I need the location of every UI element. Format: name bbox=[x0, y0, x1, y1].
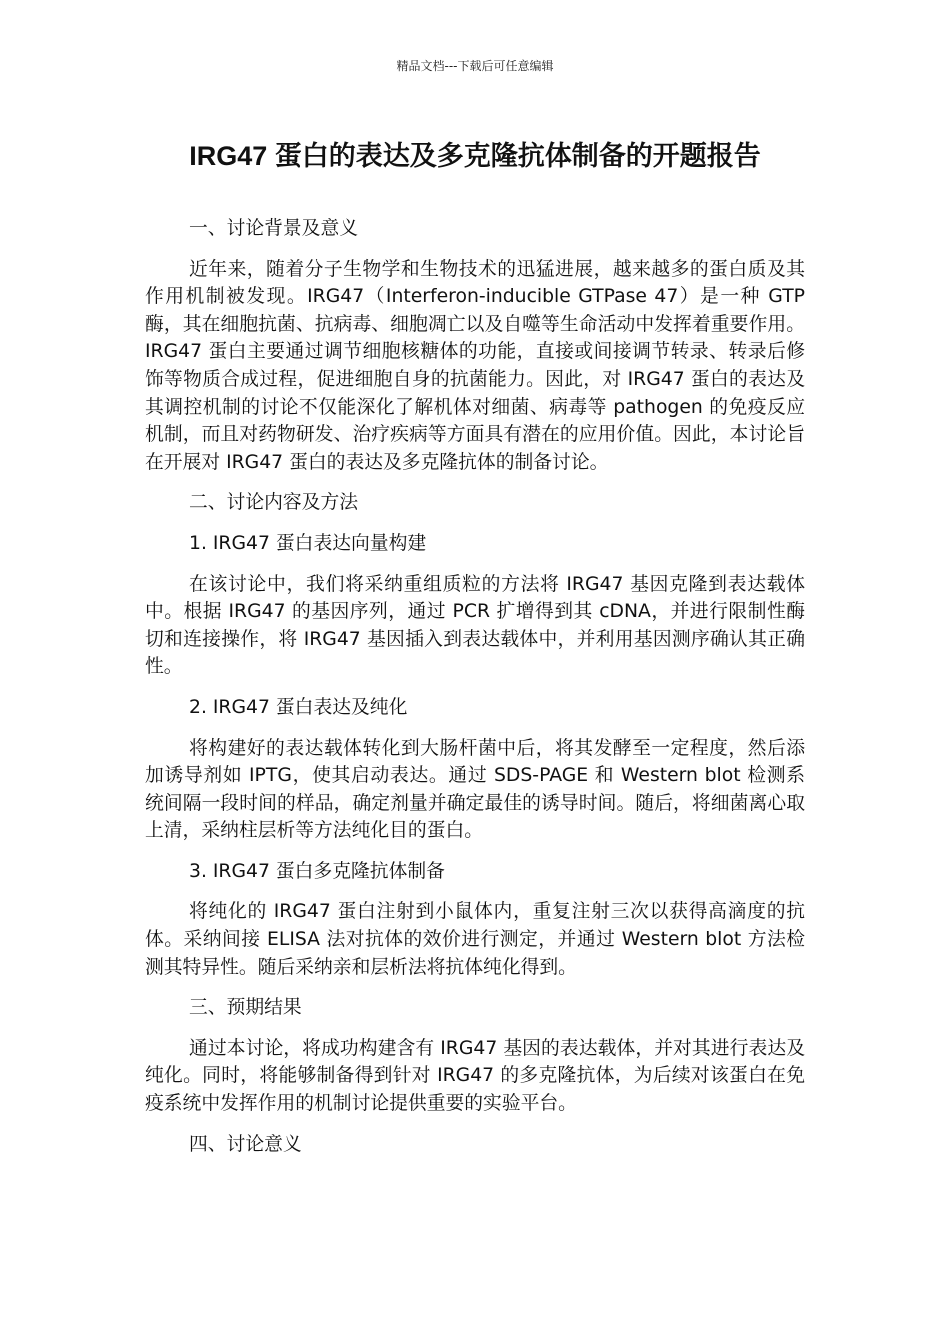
paragraph-step3: 将纯化的 IRG47 蛋白注射到小鼠体内，重复注射三次以获得高滴度的抗体。采纳间接 ELISA 法对抗体的效价进行测定，并通过 Western blot 方法检测其特异性。随后采纳亲和层析法将抗体纯化得到。 bbox=[145, 901, 805, 978]
paragraph-results: 通过本讨论，将成功构建含有 IRG47 基因的表达载体，并对其进行表达及纯化。同时，将能够制备得到针对 IRG47 的多克隆抗体，为后续对该蛋白在免疫系统中发挥作用的机制讨论提供重要的实验平台。 bbox=[145, 1037, 805, 1115]
document-body bbox=[145, 215, 805, 1171]
subheading-step2: 2. IRG47 蛋白表达及纯化 bbox=[189, 696, 408, 718]
header-note: 精品文档---下载后可任意编辑 bbox=[396, 59, 554, 73]
paragraph-step2: 将构建好的表达载体转化到大肠杆菌中后，将其发酵至一定程度，然后添加诱导剂如 IPTG，使其启动表达。通过 SDS-PAGE 和 Western blot 检测系统间隔一段时间的样品，确定剂量并确定最佳的诱导时间。随后，将细菌离心取上清，采纳柱层析等方法纯化目的蛋白。 bbox=[145, 737, 805, 842]
paragraph-background: 近年来，随着分子生物学和生物技术的迅猛进展，越来越多的蛋白质及其作用机制被发现。IRG47（Interferon-inducible GTPase 47）是一种 GTP 酶，其在细胞抗菌、抗病毒、细胞凋亡以及自噬等生命活动中发挥着重要作用。IRG47 蛋白主要通过调节细胞核糖体的功能，直接或间接调节转录、转录后修饰等物质合成过程，促进细胞自身的抗菌能力。因此，对 IRG47 蛋白的表达及其调控机制的讨论不仅能深化了解机体对细菌、病毒等 pathogen 的免疫反应机制，而且对药物研发、治疗疾病等方面具有潜在的应用价值。因此，本讨论旨在开展对 IRG47 蛋白的表达及多克隆抗体的制备讨论。 bbox=[145, 258, 805, 473]
section-heading-background: 一、讨论背景及意义 bbox=[189, 218, 359, 239]
subheading-step1: 1. IRG47 蛋白表达向量构建 bbox=[189, 532, 427, 554]
paragraph-step1: 在该讨论中，我们将采纳重组质粒的方法将 IRG47 基因克隆到表达载体中。根据 IRG47 的基因序列，通过 PCR 扩增得到其 cDNA，并进行限制性酶切和连接操作，将 IRG47 基因插入到表达载体中，并利用基因测序确认其正确性。 bbox=[145, 573, 805, 678]
section-heading-significance: 四、讨论意义 bbox=[189, 1133, 302, 1155]
document-title: IRG47 蛋白的表达及多克隆抗体制备的开题报告 bbox=[189, 141, 761, 171]
section-heading-results: 三、预期结果 bbox=[189, 997, 302, 1019]
subheading-step3: 3. IRG47 蛋白多克隆抗体制备 bbox=[189, 860, 445, 882]
section-heading-methods: 二、讨论内容及方法 bbox=[189, 492, 359, 514]
